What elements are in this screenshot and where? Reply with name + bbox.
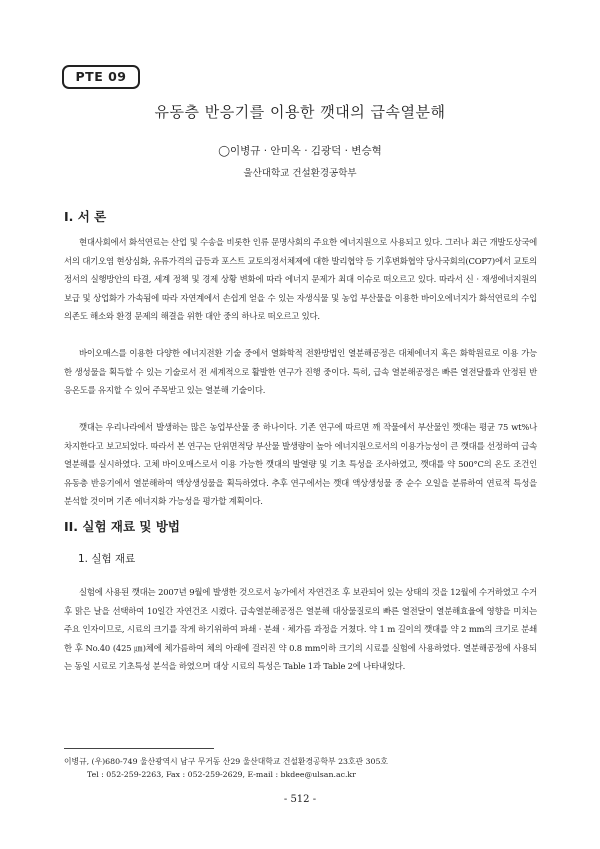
intro-paragraph: 깻대는 우리나라에서 발생하는 많은 농업부산물 중 하나이다. 기존 연구에 따르면 깨 작물에서 부산물인 깻대는 평균 75 wt%나 차지한다고 보고되었다. 따라서 본 연구는 단위면적당 부산물 발생량이 높아 에너지원으로서의 이용가능성이 큰 깻대를 선정하여 급속열분해를 실시하였다. 고체 바이오매스로서 이용 가능한 깻대의 발열량 및 기초 특성을 조사하였고, 깻대를 약 500°C의 온도 조건인 유동층 반응기에서 열분해하여 액상생성물을 획득하였다. 추후 연구에서는 깻대 액상생성물 중 순수 오일을 분류하여 연료적 특성을 분석할 것이며 기존 에너지화 가능성을 평가할 계획이다. [64,422,537,507]
author-list: ◯이병규 · 안미옥 · 김광덕 · 변승혁 [218,145,382,157]
page-number: - 512 - [283,794,317,805]
section-heading-introduction: I. 서 론 [64,209,107,224]
affiliation: 울산대학교 건설환경공학부 [243,168,357,179]
intro-paragraph: 현대사회에서 화석연료는 산업 및 수송을 비롯한 인류 문명사회의 주요한 에너지원으로 사용되고 있다. 그러나 최근 개발도상국에서의 대기오염 현상심화, 유류가격의 급등과 포스트 교토의정서체제에 대한 발리협약 등 기후변화협약 당사국회의(COP7)에서 교토의정서의 실행방안의 타결, 세계 정책 및 경제 상황 변화에 따라 에너지 문제가 최대 이슈로 떠오르고 있다. 따라서 신 · 재생에너지원의 보급 및 상업화가 가속됨에 따라 자연계에서 손쉽게 얻을 수 있는 자생식물 및 농업 부산물을 이용한 바이오에너지가 화석연료의 수입 의존도 해소와 환경 문제의 해결을 위한 대안 중의 하나로 떠오르고 있다. [64,237,537,322]
section-heading-methods: II. 실험 재료 및 방법 [64,519,180,534]
footnote-address: 이병규, (우)680-749 울산광역시 남구 무거동 산29 울산대학교 건설환경공학부 23호관 305호 [64,757,388,766]
paper-title: 유동층 반응기를 이용한 깻대의 급속열분해 [154,103,446,121]
footnote-divider [64,748,214,749]
paper-code-badge: PTE 09 [62,65,140,89]
footnote-contact: Tel : 052-259-2263, Fax : 052-259-2629, E-mail : bkdee@ulsan.ac.kr [87,770,356,779]
intro-paragraph: 바이오매스를 이용한 다양한 에너지전환 기술 중에서 열화학적 전환방법인 열분해공정은 대체에너지 혹은 화학원료로 이용 가능한 생성물을 획득할 수 있는 기술로서 전 세계적으로 활발한 연구가 진행 중이다. 특히, 급속 열분해공정은 빠른 열전달률과 안정된 반응온도를 유지할 수 있어 주목받고 있는 열분해 기술이다. [64,348,537,396]
methods-paragraph: 실험에 사용된 깻대는 2007년 9월에 발생한 것으로서 농가에서 자연건조 후 보관되어 있는 상태의 것을 12월에 수거하였고 수거 후 맑은 날을 선택하여 10일간 자연건조 시켰다. 급속열분해공정은 열분해 대상물질로의 빠른 열전달이 열분해효율에 영향을 미치는 주요 인자이므로, 시료의 크기를 작게 하기위하여 파쇄 · 분쇄 · 체가름 과정을 거쳤다. 약 1 m 길이의 깻대를 약 2 mm의 크기로 분쇄한 후 No.40 (425 ㎛)체에 체가름하여 체의 아래에 걸러진 약 0.8 mm이하 크기의 시료를 실험에 사용하였다. 열분해공정에 사용되는 동일 시료로 기초특성 분석을 하였으며 대상 시료의 특성은 Table 1과 Table 2에 나타내었다. [64,587,537,672]
subsection-heading-materials: 1. 실험 재료 [78,553,136,565]
